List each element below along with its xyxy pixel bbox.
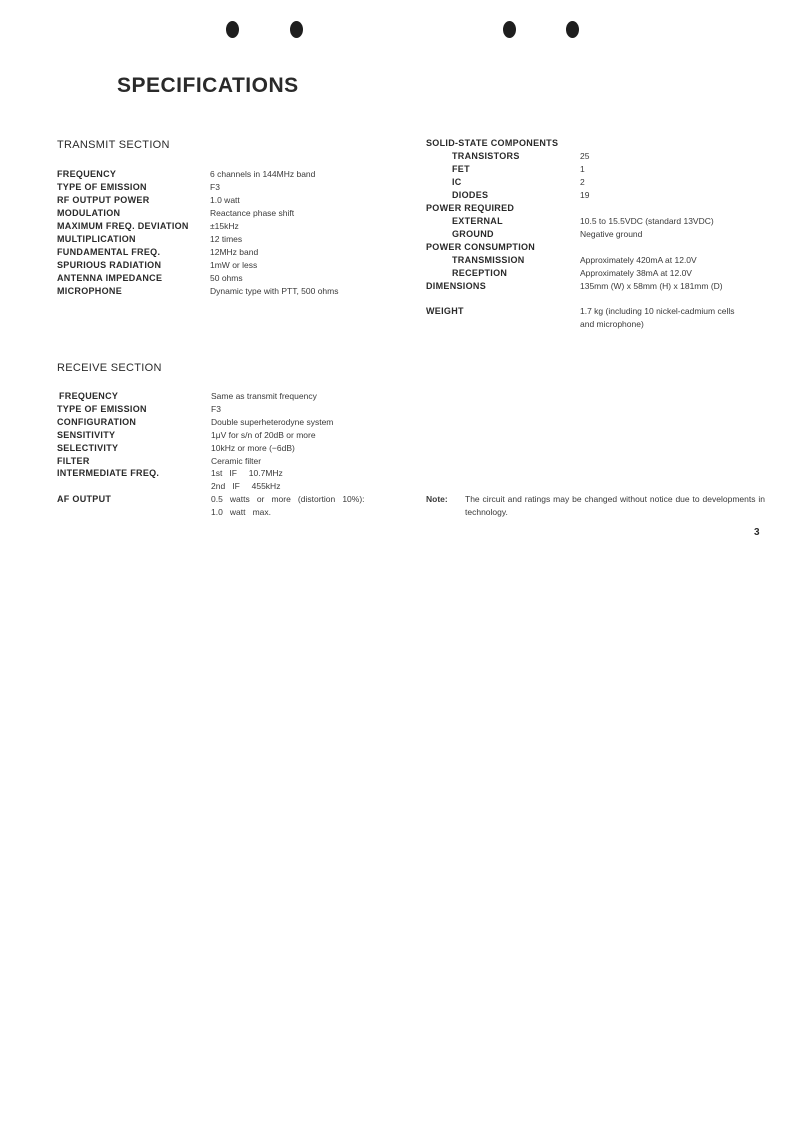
spec-label: MICROPHONE xyxy=(57,286,123,296)
spec-group-label: SOLID-STATE COMPONENTS xyxy=(426,138,559,148)
spec-group-label: POWER CONSUMPTION xyxy=(426,242,536,252)
spec-value: Same as transmit frequency xyxy=(211,391,317,401)
receive-section-heading: RECEIVE SECTION xyxy=(57,362,162,374)
spec-value: Ceramic filter xyxy=(211,456,262,466)
spec-label: FREQUENCY xyxy=(59,391,119,401)
spec-label: TRANSISTORS xyxy=(452,151,520,161)
spec-value: 135mm (W) x 58mm (H) x 181mm (D) xyxy=(580,281,723,291)
spec-label: WEIGHT xyxy=(426,306,464,316)
spec-label: CONFIGURATION xyxy=(57,417,137,427)
spec-label: MULTIPLICATION xyxy=(57,234,136,244)
spec-value: Approximately 420mA at 12.0V xyxy=(580,255,697,265)
page-title: SPECIFICATIONS xyxy=(117,74,299,97)
spec-value: ±15kHz xyxy=(210,221,239,231)
spec-label: IC xyxy=(452,177,462,187)
spec-value: 6 channels in 144MHz band xyxy=(210,169,316,179)
spec-label: GROUND xyxy=(452,229,494,239)
spec-label: DIODES xyxy=(452,190,489,200)
spec-value: 50 ohms xyxy=(210,273,243,283)
spec-label: SENSITIVITY xyxy=(57,430,116,440)
spec-label: MODULATION xyxy=(57,208,121,218)
spec-label: AF OUTPUT xyxy=(57,494,112,504)
spec-label: SELECTIVITY xyxy=(57,443,119,453)
spec-label: RECEPTION xyxy=(452,268,508,278)
spec-label: MAXIMUM FREQ. DEVIATION xyxy=(57,221,189,231)
spec-label: FET xyxy=(452,164,470,174)
spec-label: FREQUENCY xyxy=(57,169,117,179)
spec-label: DIMENSIONS xyxy=(426,281,487,291)
spec-value: Negative ground xyxy=(580,229,643,239)
spec-label: ANTENNA IMPEDANCE xyxy=(57,273,163,283)
spec-value: F3 xyxy=(210,182,220,192)
transmit-section-heading: TRANSMIT SECTION xyxy=(57,139,170,151)
binder-hole xyxy=(566,21,579,38)
spec-value: 25 xyxy=(580,151,590,161)
spec-label: TYPE OF EMISSION xyxy=(57,404,147,414)
spec-label: INTERMEDIATE FREQ. xyxy=(57,468,160,478)
spec-value: 1st IF 10.7MHz xyxy=(211,468,283,478)
note-text: The circuit and ratings may be changed without notice due to developments in technology. xyxy=(465,494,765,517)
spec-value: 1.0 watt max. xyxy=(211,507,271,517)
spec-value: Dynamic type with PTT, 500 ohms xyxy=(210,286,339,296)
spec-value: 1mW or less xyxy=(210,260,258,270)
spec-value: Reactance phase shift xyxy=(210,208,295,218)
spec-value: 10kHz or more (−6dB) xyxy=(211,443,295,453)
spec-value: 1.7 kg (including 10 nickel-cadmium cells xyxy=(580,306,735,316)
spec-value: 1 xyxy=(580,164,585,174)
spec-label: TYPE OF EMISSION xyxy=(57,182,147,192)
binder-hole xyxy=(226,21,239,38)
spec-value: 0.5 watts or more (distortion 10%): xyxy=(211,494,365,504)
spec-value: and microphone) xyxy=(580,319,644,329)
spec-value: 10.5 to 15.5VDC (standard 13VDC) xyxy=(580,216,714,226)
spec-value: Approximately 38mA at 12.0V xyxy=(580,268,692,278)
spec-value: 12MHz band xyxy=(210,247,259,257)
spec-value: 2nd IF 455kHz xyxy=(211,481,281,491)
note-label: Note: xyxy=(426,494,448,504)
binder-hole xyxy=(503,21,516,38)
binder-hole xyxy=(290,21,303,38)
spec-value: 1.0 watt xyxy=(210,195,240,205)
spec-label: FILTER xyxy=(57,456,90,466)
spec-label: TRANSMISSION xyxy=(452,255,525,265)
spec-label: SPURIOUS RADIATION xyxy=(57,260,162,270)
spec-label: RF OUTPUT POWER xyxy=(57,195,150,205)
spec-value: 12 times xyxy=(210,234,243,244)
spec-value: Double superheterodyne system xyxy=(211,417,334,427)
spec-group-label: POWER REQUIRED xyxy=(426,203,515,213)
spec-label: FUNDAMENTAL FREQ. xyxy=(57,247,161,257)
spec-label: EXTERNAL xyxy=(452,216,503,226)
spec-value: 1μV for s/n of 20dB or more xyxy=(211,430,316,440)
page-number: 3 xyxy=(754,527,760,538)
spec-value: 2 xyxy=(580,177,585,187)
spec-value: 19 xyxy=(580,190,590,200)
spec-value: F3 xyxy=(211,404,221,414)
